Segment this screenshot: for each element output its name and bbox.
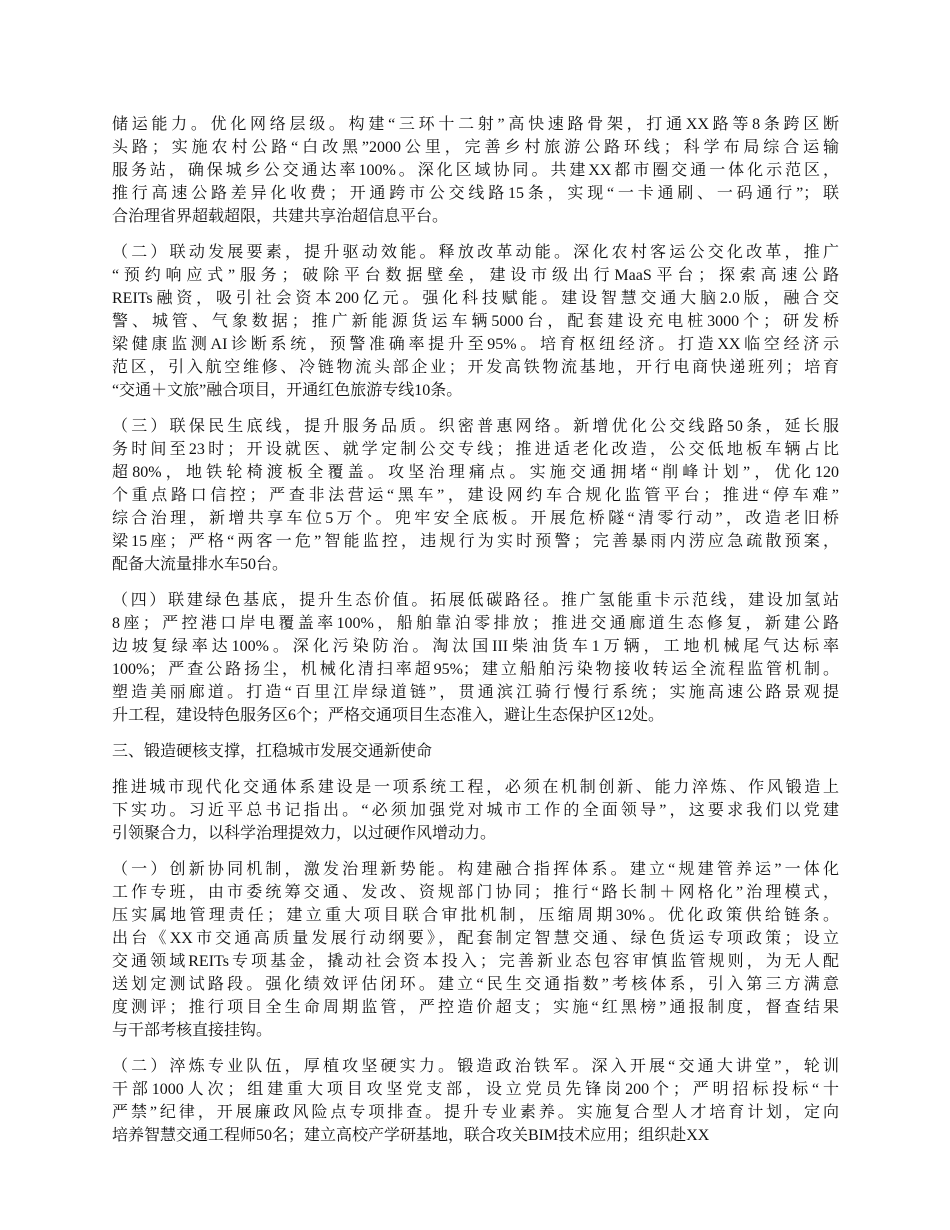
paragraph — [112, 589, 839, 727]
text-line: （二）联动发展要素，提升驱动效能。释放改革动能。深化农村客运公交化改革，推广 — [112, 244, 839, 261]
text-line: （四）联建绿色基底，提升生态价值。拓展低碳路径。推广氢能重卡示范线，建设加氢站 — [112, 592, 839, 609]
document-body — [112, 113, 839, 1160]
text-line: 梁15座；严格“两客一危”智能监控，违规行为实时预警；完善暴雨内涝应急疏散预案， — [112, 533, 839, 550]
text-line: 100%；严查公路扬尘，机械化清扫率超95%；建立船舶污染物接收转运全流程监管机制。 — [112, 661, 839, 678]
text-line: 下实功。习近平总书记指出。“必须加强党对城市工作的全面领导”，这要求我们以党建 — [112, 802, 839, 819]
text-line: 推进城市现代化交通体系建设是一项系统工程，必须在机制创新、能力淬炼、作风锻造上 — [112, 779, 839, 796]
text-line: 头路；实施农村公路“白改黑”2000公里，完善乡村旅游公路环线；科学布局综合运输 — [112, 139, 839, 156]
text-line: REITs融资，吸引社会资本200亿元。强化科技赋能。建设智慧交通大脑2.0版，融合交 — [112, 290, 839, 307]
text-line: 交通领域REITs专项基金，撬动社会资本投入；完善新业态包容审慎监管规则，为无人配 — [112, 953, 839, 970]
paragraph — [112, 415, 839, 576]
text-line: 配备大流量排水车50台。 — [112, 556, 289, 573]
text-line: “交通＋文旅”融合项目，开通红色旅游专线10条。 — [112, 382, 463, 399]
text-line: 工作专班，由市委统筹交通、发改、资规部门协同；推行“路长制＋网格化”治理模式， — [112, 884, 839, 901]
text-line: 严禁”纪律，开展廉政风险点专项排查。提升专业素养。实施复合型人才培育计划，定向 — [112, 1104, 839, 1121]
text-line: （一）创新协同机制，激发治理新势能。构建融合指挥体系。建立“规建管养运”一体化 — [112, 861, 839, 878]
text-line: 服务站，确保城乡公交通达率100%。深化区域协同。共建XX都市圈交通一体化示范区， — [112, 162, 839, 179]
text-line: 干部1000人次；组建重大项目攻坚党支部，设立党员先锋岗200个；严明招标投标“十 — [112, 1081, 839, 1098]
paragraph — [112, 776, 839, 845]
text-line: 度测评；推行项目全生命周期监管，严控造价超支；实施“红黑榜”通报制度，督查结果 — [112, 999, 839, 1016]
text-line: 推行高速公路差异化收费；开通跨市公交线路15条，实现“一卡通刷、一码通行”；联 — [112, 185, 839, 202]
paragraph — [112, 113, 839, 228]
text-line: 塑造美丽廊道。打造“百里江岸绿道链”，贯通滨江骑行慢行系统；实施高速公路景观提 — [112, 684, 839, 701]
text-line: 送划定测试路段。强化绩效评估闭环。建立“民生交通指数”考核体系，引入第三方满意 — [112, 976, 839, 993]
text-line: 个重点路口信控；严查非法营运“黑车”，建设网约车合规化监管平台；推进“停车难” — [112, 487, 839, 504]
text-line: 务时间至23时；开设就医、就学定制公交专线；推进适老化改造，公交低地板车辆占比 — [112, 441, 839, 458]
text-line: 边坡复绿率达100%。深化污染防治。淘汰国III柴油货车1万辆，工地机械尾气达标率 — [112, 638, 839, 655]
text-line: 引领聚合力，以科学治理提效力，以过硬作风增动力。 — [112, 825, 497, 842]
paragraph — [112, 858, 839, 1042]
paragraph — [112, 241, 839, 402]
text-line: 培养智慧交通工程师50名；建立高校产学研基地，联合攻关BIM技术应用；组织赴XX — [112, 1127, 710, 1144]
paragraph — [112, 1055, 839, 1147]
text-line: 8座；严控港口岸电覆盖率100%，船舶靠泊零排放；推进交通廊道生态修复，新建公路 — [112, 615, 839, 632]
text-line: 合治理省界超载超限，共建共享治超信息平台。 — [112, 208, 449, 225]
text-line: 梁健康监测AI诊断系统，预警准确率提升至95%。培育枢纽经济。打造XX临空经济示 — [112, 336, 839, 353]
section-heading — [112, 740, 839, 763]
text-line: 储运能力。优化网络层级。构建“三环十二射”高快速路骨架，打通XX路等8条跨区断 — [112, 116, 839, 133]
text-line: 升工程，建设特色服务区6个；严格交通项目生态准入，避让生态保护区12处。 — [112, 707, 665, 724]
text-line: （二）淬炼专业队伍，厚植攻坚硬实力。锻造政治铁军。深入开展“交通大讲堂”，轮训 — [112, 1058, 839, 1075]
text-line: 三、锻造硬核支撑，扛稳城市发展交通新使命 — [112, 743, 433, 760]
text-line: “预约响应式”服务；破除平台数据壁垒，建设市级出行MaaS平台；探索高速公路 — [112, 267, 839, 284]
text-line: 超80%，地铁轮椅渡板全覆盖。攻坚治理痛点。实施交通拥堵“削峰计划”，优化120 — [112, 464, 839, 481]
text-line: 综合治理，新增共享车位5万个。兜牢安全底板。开展危桥隧“清零行动”，改造老旧桥 — [112, 510, 839, 527]
text-line: 范区，引入航空维修、冷链物流头部企业；开发高铁物流基地，开行电商快递班列；培育 — [112, 359, 839, 376]
text-line: 出台《XX市交通高质量发展行动纲要》，配套制定智慧交通、绿色货运专项政策；设立 — [112, 930, 839, 947]
text-line: 压实属地管理责任；建立重大项目联合审批机制，压缩周期30%。优化政策供给链条。 — [112, 907, 839, 924]
text-line: （三）联保民生底线，提升服务品质。织密普惠网络。新增优化公交线路50条，延长服 — [112, 418, 839, 435]
text-line: 与干部考核直接挂钩。 — [112, 1022, 273, 1039]
text-line: 警、城管、气象数据；推广新能源货运车辆5000台，配套建设充电桩3000个；研发桥 — [112, 313, 839, 330]
